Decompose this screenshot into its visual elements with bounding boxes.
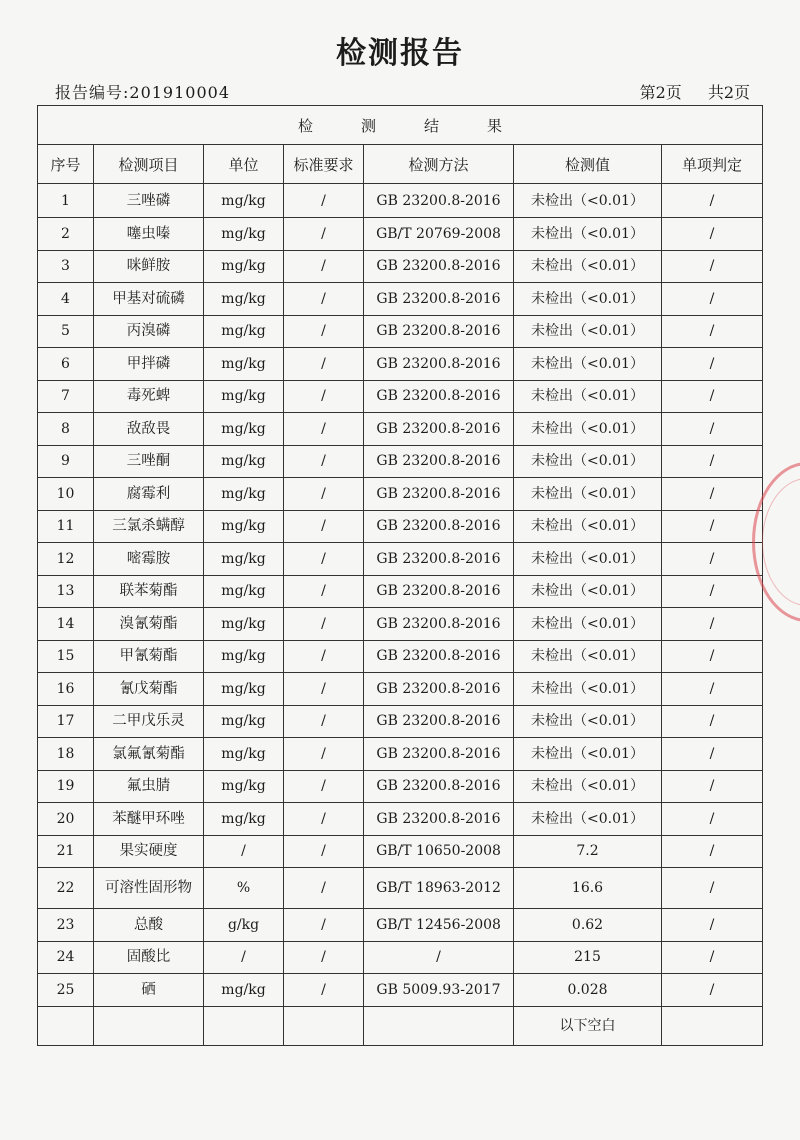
page-title: 检测报告 bbox=[336, 36, 464, 71]
test-item: 硒 bbox=[94, 974, 204, 1007]
standard-requirement: / bbox=[284, 705, 364, 738]
unit: mg/kg bbox=[204, 640, 284, 673]
end-note: 以下空白 bbox=[514, 1006, 662, 1045]
test-value: 未检出（<0.01） bbox=[514, 478, 662, 511]
standard-requirement: / bbox=[284, 413, 364, 446]
empty-cell bbox=[204, 1006, 284, 1045]
standard-requirement: / bbox=[284, 445, 364, 478]
table-row bbox=[38, 868, 763, 909]
table-row bbox=[38, 770, 763, 803]
table-row bbox=[38, 941, 763, 974]
unit: mg/kg bbox=[204, 543, 284, 576]
test-value: 16.6 bbox=[514, 868, 662, 909]
unit: mg/kg bbox=[204, 348, 284, 381]
test-value: 未检出（<0.01） bbox=[514, 510, 662, 543]
judgment: / bbox=[662, 803, 763, 836]
row-index: 19 bbox=[38, 770, 94, 803]
test-method: GB 23200.8-2016 bbox=[364, 445, 514, 478]
table-row bbox=[38, 640, 763, 673]
row-index: 12 bbox=[38, 543, 94, 576]
test-method: GB 23200.8-2016 bbox=[364, 640, 514, 673]
standard-requirement: / bbox=[284, 543, 364, 576]
test-value: 未检出（<0.01） bbox=[514, 348, 662, 381]
test-value: 未检出（<0.01） bbox=[514, 218, 662, 251]
test-item: 可溶性固形物 bbox=[94, 868, 204, 909]
test-value: 未检出（<0.01） bbox=[514, 803, 662, 836]
test-method: GB 23200.8-2016 bbox=[364, 348, 514, 381]
judgment: / bbox=[662, 868, 763, 909]
judgment: / bbox=[662, 543, 763, 576]
caption-char: 结 bbox=[424, 116, 440, 135]
test-value: 未检出（<0.01） bbox=[514, 738, 662, 771]
row-index: 11 bbox=[38, 510, 94, 543]
test-item: 甲拌磷 bbox=[94, 348, 204, 381]
standard-requirement: / bbox=[284, 673, 364, 706]
test-method: GB 23200.8-2016 bbox=[364, 315, 514, 348]
test-method: GB 5009.93-2017 bbox=[364, 974, 514, 1007]
test-item: 氰戊菊酯 bbox=[94, 673, 204, 706]
standard-requirement: / bbox=[284, 315, 364, 348]
judgment: / bbox=[662, 608, 763, 641]
row-index: 3 bbox=[38, 250, 94, 283]
page-indicator bbox=[640, 80, 750, 103]
judgment: / bbox=[662, 909, 763, 942]
unit: g/kg bbox=[204, 909, 284, 942]
test-value: 7.2 bbox=[514, 835, 662, 868]
test-item: 甲氰菊酯 bbox=[94, 640, 204, 673]
standard-requirement: / bbox=[284, 770, 364, 803]
table-row bbox=[38, 250, 763, 283]
test-value: 未检出（<0.01） bbox=[514, 608, 662, 641]
test-item: 固酸比 bbox=[94, 941, 204, 974]
judgment: / bbox=[662, 445, 763, 478]
test-item: 苯醚甲环唑 bbox=[94, 803, 204, 836]
unit: mg/kg bbox=[204, 803, 284, 836]
test-method: GB 23200.8-2016 bbox=[364, 608, 514, 641]
judgment: / bbox=[662, 941, 763, 974]
table-row bbox=[38, 705, 763, 738]
judgment: / bbox=[662, 380, 763, 413]
unit: mg/kg bbox=[204, 250, 284, 283]
unit: mg/kg bbox=[204, 315, 284, 348]
standard-requirement: / bbox=[284, 575, 364, 608]
standard-requirement: / bbox=[284, 184, 364, 218]
table-header-row bbox=[38, 145, 763, 184]
unit: mg/kg bbox=[204, 445, 284, 478]
test-method: GB 23200.8-2016 bbox=[364, 380, 514, 413]
standard-requirement: / bbox=[284, 250, 364, 283]
row-index: 17 bbox=[38, 705, 94, 738]
standard-requirement: / bbox=[284, 868, 364, 909]
page-total: 共2页 bbox=[707, 83, 750, 102]
test-method: GB 23200.8-2016 bbox=[364, 705, 514, 738]
test-method: GB 23200.8-2016 bbox=[364, 413, 514, 446]
judgment: / bbox=[662, 705, 763, 738]
unit: mg/kg bbox=[204, 575, 284, 608]
judgment: / bbox=[662, 575, 763, 608]
unit: mg/kg bbox=[204, 974, 284, 1007]
test-item: 丙溴磷 bbox=[94, 315, 204, 348]
column-header: 检测方法 bbox=[364, 145, 514, 184]
row-index: 4 bbox=[38, 283, 94, 316]
table-row bbox=[38, 478, 763, 511]
column-header: 标准要求 bbox=[284, 145, 364, 184]
test-item: 总酸 bbox=[94, 909, 204, 942]
test-method: GB 23200.8-2016 bbox=[364, 543, 514, 576]
unit: mg/kg bbox=[204, 478, 284, 511]
table-row bbox=[38, 835, 763, 868]
row-index: 24 bbox=[38, 941, 94, 974]
test-value: 未检出（<0.01） bbox=[514, 543, 662, 576]
judgment: / bbox=[662, 738, 763, 771]
table-row bbox=[38, 380, 763, 413]
test-item: 咪鲜胺 bbox=[94, 250, 204, 283]
test-method: GB 23200.8-2016 bbox=[364, 250, 514, 283]
table-row bbox=[38, 608, 763, 641]
row-index: 10 bbox=[38, 478, 94, 511]
test-item: 敌敌畏 bbox=[94, 413, 204, 446]
test-item: 氟虫腈 bbox=[94, 770, 204, 803]
column-header: 单位 bbox=[204, 145, 284, 184]
judgment: / bbox=[662, 283, 763, 316]
row-index: 8 bbox=[38, 413, 94, 446]
standard-requirement: / bbox=[284, 283, 364, 316]
judgment: / bbox=[662, 348, 763, 381]
unit: mg/kg bbox=[204, 770, 284, 803]
table-row bbox=[38, 413, 763, 446]
table-row bbox=[38, 184, 763, 218]
table-row bbox=[38, 974, 763, 1007]
test-value: 未检出（<0.01） bbox=[514, 413, 662, 446]
judgment: / bbox=[662, 673, 763, 706]
table-caption bbox=[38, 106, 763, 145]
unit: % bbox=[204, 868, 284, 909]
test-item: 三唑磷 bbox=[94, 184, 204, 218]
row-index: 21 bbox=[38, 835, 94, 868]
row-index: 14 bbox=[38, 608, 94, 641]
test-item: 甲基对硫磷 bbox=[94, 283, 204, 316]
row-index: 5 bbox=[38, 315, 94, 348]
unit: / bbox=[204, 941, 284, 974]
standard-requirement: / bbox=[284, 218, 364, 251]
test-method: GB 23200.8-2016 bbox=[364, 803, 514, 836]
test-item: 腐霉利 bbox=[94, 478, 204, 511]
table-row bbox=[38, 909, 763, 942]
unit: mg/kg bbox=[204, 413, 284, 446]
test-method: GB/T 12456-2008 bbox=[364, 909, 514, 942]
unit: mg/kg bbox=[204, 218, 284, 251]
judgment: / bbox=[662, 184, 763, 218]
unit: mg/kg bbox=[204, 380, 284, 413]
test-item: 联苯菊酯 bbox=[94, 575, 204, 608]
table-row bbox=[38, 673, 763, 706]
test-item: 三氯杀螨醇 bbox=[94, 510, 204, 543]
judgment: / bbox=[662, 250, 763, 283]
test-method: GB/T 20769-2008 bbox=[364, 218, 514, 251]
standard-requirement: / bbox=[284, 803, 364, 836]
test-value: 未检出（<0.01） bbox=[514, 640, 662, 673]
report-number: 报告编号:201910004 bbox=[55, 83, 231, 102]
test-method: GB 23200.8-2016 bbox=[364, 738, 514, 771]
table-row bbox=[38, 315, 763, 348]
test-value: 0.62 bbox=[514, 909, 662, 942]
column-header: 序号 bbox=[38, 145, 94, 184]
test-method: / bbox=[364, 941, 514, 974]
row-index: 25 bbox=[38, 974, 94, 1007]
row-index: 2 bbox=[38, 218, 94, 251]
judgment: / bbox=[662, 413, 763, 446]
judgment: / bbox=[662, 974, 763, 1007]
standard-requirement: / bbox=[284, 348, 364, 381]
standard-requirement: / bbox=[284, 909, 364, 942]
test-method: GB 23200.8-2016 bbox=[364, 770, 514, 803]
page-current: 第2页 bbox=[639, 83, 682, 102]
standard-requirement: / bbox=[284, 380, 364, 413]
unit: mg/kg bbox=[204, 283, 284, 316]
test-value: 215 bbox=[514, 941, 662, 974]
standard-requirement: / bbox=[284, 608, 364, 641]
empty-cell bbox=[38, 1006, 94, 1045]
test-value: 0.028 bbox=[514, 974, 662, 1007]
standard-requirement: / bbox=[284, 974, 364, 1007]
table-row bbox=[38, 543, 763, 576]
standard-requirement: / bbox=[284, 941, 364, 974]
judgment: / bbox=[662, 640, 763, 673]
unit: mg/kg bbox=[204, 738, 284, 771]
standard-requirement: / bbox=[284, 738, 364, 771]
table-body bbox=[38, 184, 763, 1046]
row-index: 22 bbox=[38, 868, 94, 909]
results-table bbox=[37, 105, 763, 1046]
table-row bbox=[38, 283, 763, 316]
standard-requirement: / bbox=[284, 478, 364, 511]
table-row bbox=[38, 575, 763, 608]
row-index: 9 bbox=[38, 445, 94, 478]
test-item: 噻虫嗪 bbox=[94, 218, 204, 251]
row-index: 18 bbox=[38, 738, 94, 771]
test-value: 未检出（<0.01） bbox=[514, 250, 662, 283]
empty-cell bbox=[284, 1006, 364, 1045]
row-index: 1 bbox=[38, 184, 94, 218]
test-method: GB/T 18963-2012 bbox=[364, 868, 514, 909]
row-index: 6 bbox=[38, 348, 94, 381]
test-item: 毒死蜱 bbox=[94, 380, 204, 413]
test-method: GB 23200.8-2016 bbox=[364, 575, 514, 608]
row-index: 16 bbox=[38, 673, 94, 706]
test-value: 未检出（<0.01） bbox=[514, 705, 662, 738]
test-value: 未检出（<0.01） bbox=[514, 445, 662, 478]
judgment: / bbox=[662, 315, 763, 348]
table-row bbox=[38, 803, 763, 836]
test-method: GB 23200.8-2016 bbox=[364, 673, 514, 706]
row-index: 20 bbox=[38, 803, 94, 836]
test-item: 氯氟氰菊酯 bbox=[94, 738, 204, 771]
unit: mg/kg bbox=[204, 510, 284, 543]
standard-requirement: / bbox=[284, 835, 364, 868]
unit: mg/kg bbox=[204, 184, 284, 218]
unit: mg/kg bbox=[204, 705, 284, 738]
caption-char: 检 bbox=[298, 116, 314, 135]
end-row bbox=[38, 1006, 763, 1045]
table-row bbox=[38, 445, 763, 478]
judgment: / bbox=[662, 218, 763, 251]
caption-char: 测 bbox=[361, 116, 377, 135]
test-value: 未检出（<0.01） bbox=[514, 673, 662, 706]
row-index: 23 bbox=[38, 909, 94, 942]
test-method: GB 23200.8-2016 bbox=[364, 478, 514, 511]
test-value: 未检出（<0.01） bbox=[514, 770, 662, 803]
column-header: 检测项目 bbox=[94, 145, 204, 184]
table-row bbox=[38, 348, 763, 381]
row-index: 13 bbox=[38, 575, 94, 608]
table-row bbox=[38, 738, 763, 771]
standard-requirement: / bbox=[284, 510, 364, 543]
test-value: 未检出（<0.01） bbox=[514, 283, 662, 316]
test-item: 果实硬度 bbox=[94, 835, 204, 868]
unit: mg/kg bbox=[204, 673, 284, 706]
table-row bbox=[38, 218, 763, 251]
judgment: / bbox=[662, 835, 763, 868]
judgment: / bbox=[662, 770, 763, 803]
judgment: / bbox=[662, 478, 763, 511]
test-method: GB 23200.8-2016 bbox=[364, 283, 514, 316]
test-item: 嘧霉胺 bbox=[94, 543, 204, 576]
table-row bbox=[38, 510, 763, 543]
caption-char: 果 bbox=[487, 116, 503, 135]
column-header: 检测值 bbox=[514, 145, 662, 184]
empty-cell bbox=[364, 1006, 514, 1045]
unit: mg/kg bbox=[204, 608, 284, 641]
standard-requirement: / bbox=[284, 640, 364, 673]
test-item: 二甲戊乐灵 bbox=[94, 705, 204, 738]
test-value: 未检出（<0.01） bbox=[514, 575, 662, 608]
test-value: 未检出（<0.01） bbox=[514, 184, 662, 218]
empty-cell bbox=[94, 1006, 204, 1045]
test-method: GB 23200.8-2016 bbox=[364, 184, 514, 218]
test-item: 溴氰菊酯 bbox=[94, 608, 204, 641]
unit: / bbox=[204, 835, 284, 868]
column-header: 单项判定 bbox=[662, 145, 763, 184]
test-item: 三唑酮 bbox=[94, 445, 204, 478]
test-method: GB/T 10650-2008 bbox=[364, 835, 514, 868]
test-value: 未检出（<0.01） bbox=[514, 380, 662, 413]
empty-cell bbox=[662, 1006, 763, 1045]
test-method: GB 23200.8-2016 bbox=[364, 510, 514, 543]
test-value: 未检出（<0.01） bbox=[514, 315, 662, 348]
row-index: 7 bbox=[38, 380, 94, 413]
row-index: 15 bbox=[38, 640, 94, 673]
judgment: / bbox=[662, 510, 763, 543]
